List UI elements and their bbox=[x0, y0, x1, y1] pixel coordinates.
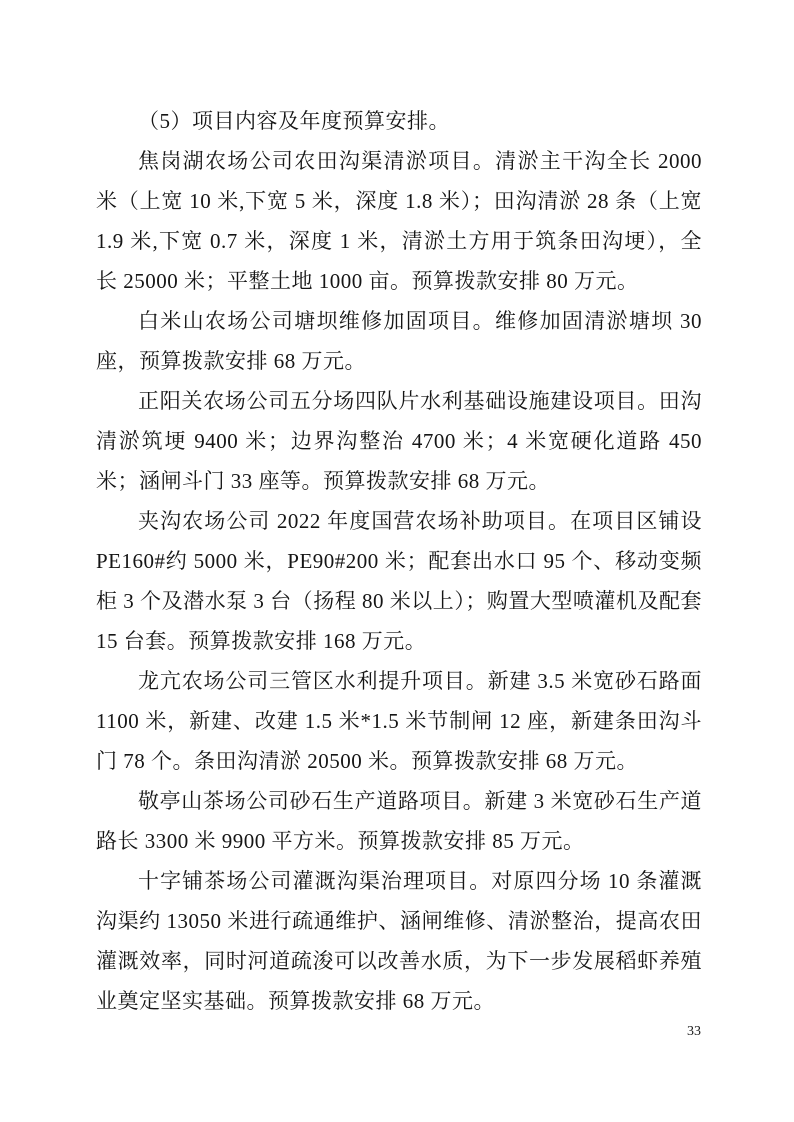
paragraph-shizipu: 十字铺茶场公司灌溉沟渠治理项目。对原四分场 10 条灌溉沟渠约 13050 米进行疏通维护、涵闸维修、清淤整治，提高农田灌溉效率，同时河道疏浚可以改善水质，为下一步发展稻虾养殖业奠定坚实基础。预算拨款安排 68 万元。 bbox=[96, 869, 702, 1013]
paragraph-longkang: 龙亢农场公司三管区水利提升项目。新建 3.5 米宽砂石路面 1100 米，新建、改建 1.5 米*1.5 米节制闸 12 座，新建条田沟斗门 78 个。条田沟清淤 20500 米。预算拨款安排 68 万元。 bbox=[96, 669, 702, 773]
document-text-block bbox=[96, 101, 702, 1021]
paragraph-jiagou: 夹沟农场公司 2022 年度国营农场补助项目。在项目区铺设 PE160#约 5000 米，PE90#200 米；配套出水口 95 个、移动变频柜 3 个及潜水泵 3 台（扬程 80 米以上）；购置大型喷灌机及配套 15 台套。预算拨款安排 168 万元。 bbox=[96, 509, 702, 653]
paragraph-jiaoganghu: 焦岗湖农场公司农田沟渠清淤项目。清淤主干沟全长 2000 米（上宽 10 米,下宽 5 米，深度 1.8 米）；田沟清淤 28 条（上宽 1.9 米,下宽 0.7 米，深度 1 米，清淤土方用于筑条田沟埂），全长 25000 米；平整土地 1000 亩。预算拨款安排 80 万元。 bbox=[96, 149, 702, 293]
paragraph-jingtingshan: 敬亭山茶场公司砂石生产道路项目。新建 3 米宽砂石生产道路长 3300 米 9900 平方米。预算拨款安排 85 万元。 bbox=[96, 789, 702, 853]
paragraph-zhengyangguan: 正阳关农场公司五分场四队片水利基础设施建设项目。田沟清淤筑埂 9400 米；边界沟整治 4700 米；4 米宽硬化道路 450 米；涵闸斗门 33 座等。预算拨款安排 68 万元。 bbox=[96, 389, 702, 493]
section-heading: （5）项目内容及年度预算安排。 bbox=[138, 109, 450, 133]
paragraph-baimishan: 白米山农场公司塘坝维修加固项目。维修加固清淤塘坝 30 座，预算拨款安排 68 万元。 bbox=[96, 309, 702, 373]
page-number: 33 bbox=[687, 1024, 701, 1039]
